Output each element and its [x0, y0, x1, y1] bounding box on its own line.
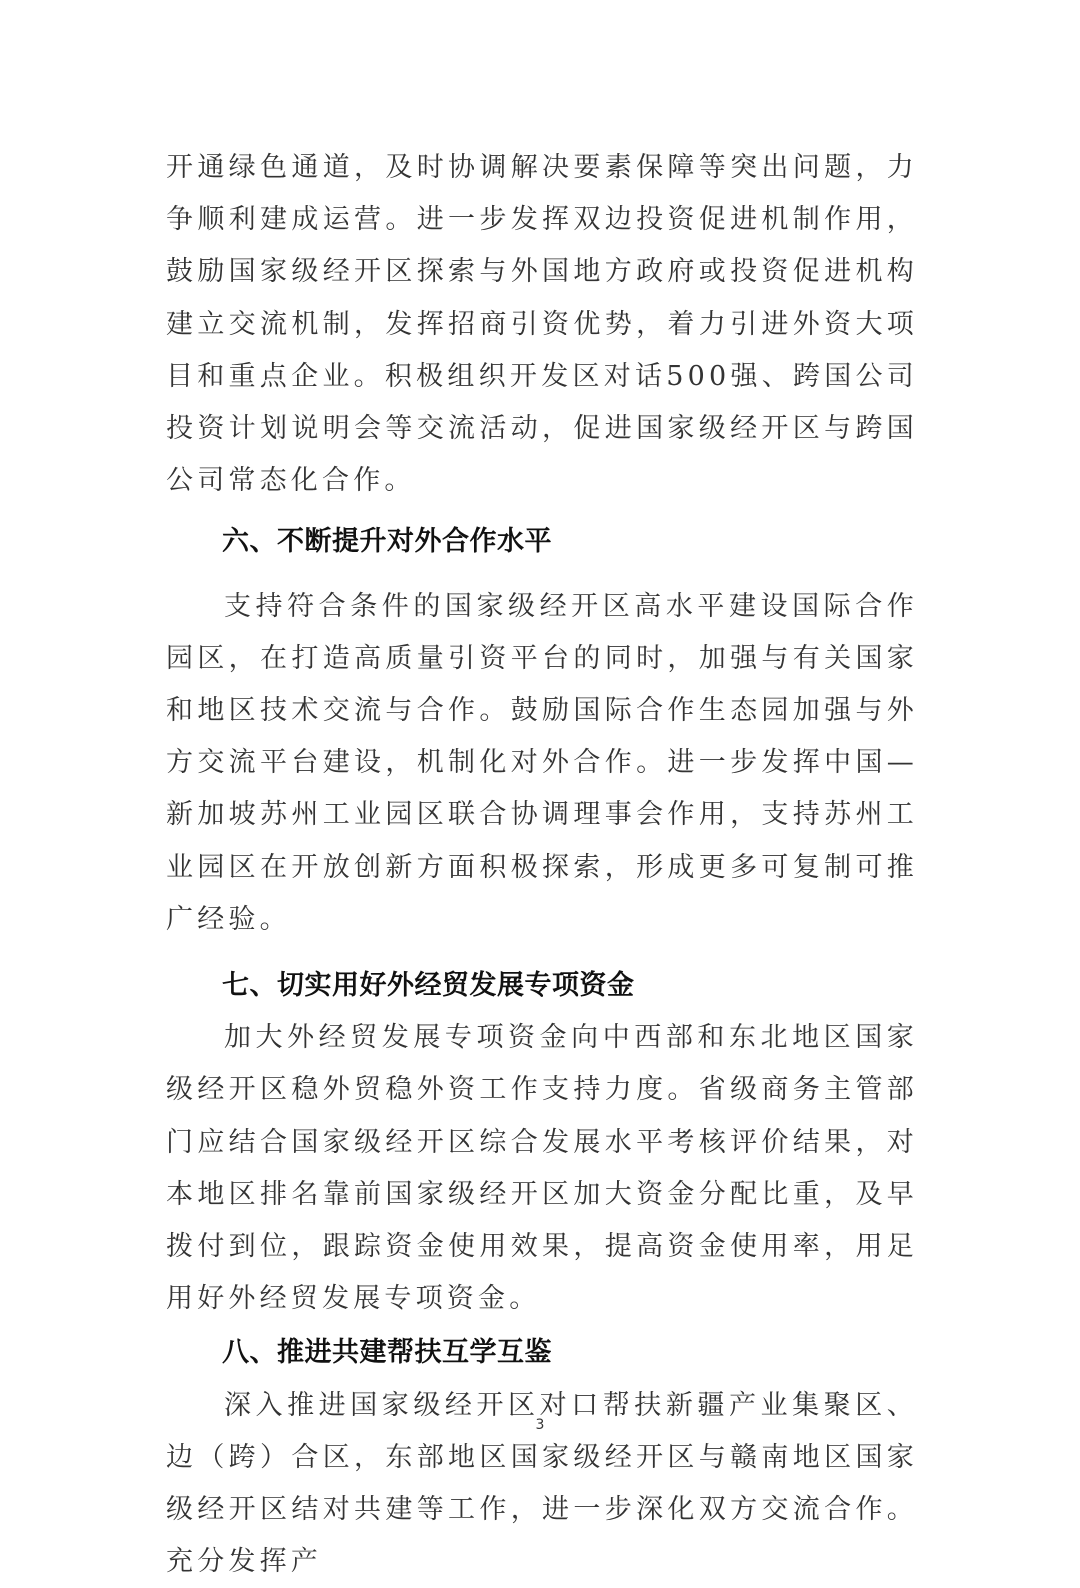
section-heading-7: 七、切实用好外经贸发展专项资金 [222, 970, 635, 1002]
document-body [166, 142, 918, 1588]
paragraph-continued: 开通绿色通道，及时协调解决要素保障等突出问题，力争顺利建成运营。进一步发挥双边投资促进机制作用，鼓励国家级经开区探索与外国地方政府或投资促进机构建立交流机制，发挥招商引资优势，着力引进外资大项目和重点企业。积极组织开发区对话500强、跨国公司投资计划说明会等交流活动，促进国家级经开区与跨国公司常态化合作。 [166, 152, 918, 497]
paragraph-section-8: 深入推进国家级经开区对口帮扶新疆产业集聚区、边（跨）合区，东部地区国家级经开区与赣南地区国家级经开区结对共建等工作，进一步深化双方交流合作。充分发挥产 [166, 1389, 918, 1578]
paragraph-section-6: 支持符合条件的国家级经开区高水平建设国际合作园区，在打造高质量引资平台的同时，加强与有关国家和地区技术交流与合作。鼓励国际合作生态园加强与外方交流平台建设，机制化对外合作。进一步发挥中国—新加坡苏州工业园区联合协调理事会作用，支持苏州工业园区在开放创新方面积极探索，形成更多可复制可推广经验。 [166, 590, 918, 935]
section-heading-6: 六、不断提升对外合作水平 [222, 526, 552, 558]
section-heading-8: 八、推进共建帮扶互学互鉴 [222, 1337, 552, 1369]
paragraph-section-7: 加大外经贸发展专项资金向中西部和东北地区国家级经开区稳外贸稳外资工作支持力度。省级商务主管部门应结合国家级经开区综合发展水平考核评价结果，对本地区排名靠前国家级经开区加大资金分配比重，及早拨付到位，跟踪资金使用效果，提高资金使用率，用足用好外经贸发展专项资金。 [166, 1022, 918, 1315]
page-number: 3 [535, 1417, 545, 1433]
